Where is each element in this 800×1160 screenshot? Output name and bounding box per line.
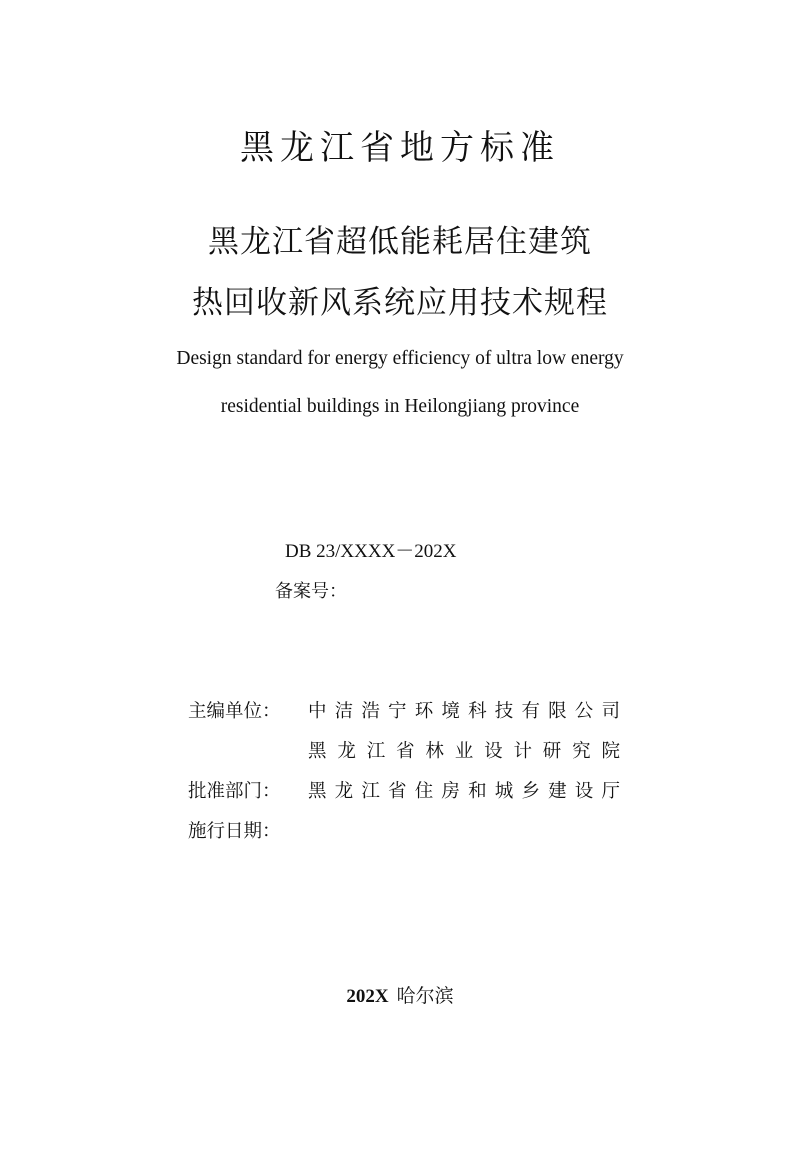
publication-city: 哈尔滨: [396, 985, 454, 1007]
approver-label: 批准部门：: [188, 781, 281, 802]
record-number-label: 备案号：: [275, 581, 347, 602]
editor-label: 主编单位：: [188, 701, 281, 722]
document-title-line-1: 黑龙江省超低能耗居住建筑: [208, 224, 592, 260]
editor-organization-2: 黑龙江省林业设计研究院: [308, 741, 620, 762]
editor-organization-1: 中洁浩宁环境科技有限公司: [308, 701, 620, 722]
publication-year: 202X: [346, 986, 389, 1007]
document-title-line-2: 热回收新风系统应用技术规程: [192, 285, 608, 321]
english-title-line-1: Design standard for energy efficiency of ultra low energy: [176, 348, 624, 369]
approver-organization: 黑龙江省住房和城乡建设厅: [308, 781, 620, 802]
english-title-line-2: residential buildings in Heilongjiang province: [220, 396, 580, 417]
standard-code: DB 23/XXXX－202X: [285, 541, 457, 562]
effective-date-label: 施行日期：: [188, 821, 281, 842]
publication-footer: [0, 983, 800, 1010]
standard-type-heading: 黑龙江省地方标准: [240, 128, 560, 168]
